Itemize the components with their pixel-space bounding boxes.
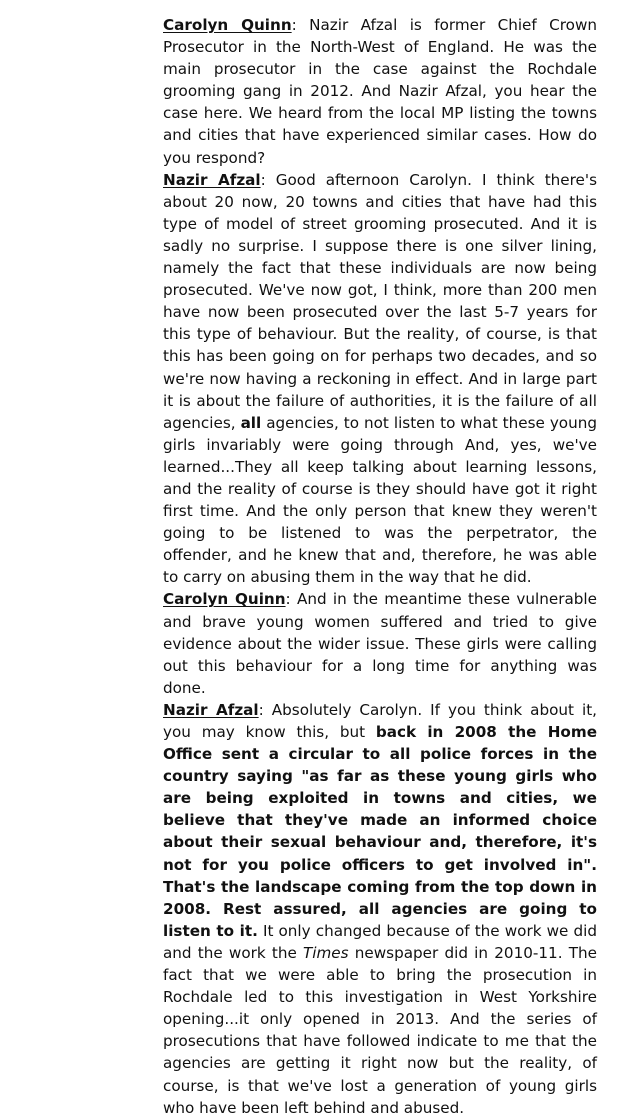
turn-text: agencies, to not listen to what these young girls invariably were going through And, yes, we've learned...They all keep talking about learning lessons, and the reality of course is they should have got it right first time. And the only person that knew they weren't going to be listened to was the perpetrator, the offender, and he knew that and, therefore, he was able to carry on abusing them in the way that he did. — [163, 413, 597, 587]
speaker-name: Carolyn Quinn — [163, 590, 286, 609]
transcript — [163, 14, 597, 1119]
speaker-name: Nazir Afzal — [163, 700, 259, 719]
turn-carolyn-quinn-1 — [163, 14, 597, 169]
speaker-name: Nazir Afzal — [163, 170, 261, 189]
turn-carolyn-quinn-2 — [163, 588, 597, 698]
turn-text: It only changed because of the work we did and the work the — [163, 921, 597, 962]
turn-text: : Nazir Afzal is former Chief Crown Prosecutor in the North-West of England. He was the main prosecutor in the case against the Rochdale grooming gang in 2012. And Nazir Afzal, you hear the case here. We heard from the local MP listing the towns and cities that have experienced similar cases. How do you respond? — [163, 16, 597, 167]
turn-nazir-afzal-1 — [163, 169, 597, 589]
turn-text: : Absolutely Carolyn. If you think about it, you may know this, but — [163, 700, 597, 741]
italic-word: Times — [303, 943, 349, 962]
turn-nazir-afzal-2 — [163, 699, 597, 1119]
turn-text: : Good afternoon Carolyn. I think there's about 20 now, 20 towns and cities that have had this type of model of street grooming prosecuted. And it is sadly no surprise. I suppose there is one silver lining, namely the fact that these individuals are now being prosecuted. We've now got, I think, more than 200 men have now been prosecuted over the last 5-7 years for this type of behaviour. But the reality, of course, is that this has been going on for perhaps two decades, and so we're now having a reckoning in effect. And in large part it is about the failure of authorities, it is the failure of all agencies, — [163, 170, 597, 432]
turn-text: newspaper did in 2010-11. The fact that we were able to bring the prosecution in Rochdale led to this investigation in West Yorkshire opening...it only opened in 2013. And the series of prosecutions that have followed indicate to me that the agencies are getting it right now but the reality, of course, is that we've lost a generation of young girls who have been left behind and abused. — [163, 943, 597, 1117]
speaker-name: Carolyn Quinn — [163, 16, 292, 34]
turn-text: : And in the meantime these vulnerable and brave young women suffered and tried to give evidence about the wider issue. These girls were calling out this behaviour for a long time for anything was done. — [163, 590, 597, 697]
emphasized-word: all — [240, 413, 262, 432]
bold-passage: back in 2008 the Home Office sent a circular to all police forces in the country saying "as far as these young girls who are being exploited in towns and cities, we believe that they've made an informed choice about their sexual behaviour and, therefore, it's not for you police officers to get involved in". That's the landscape coming from the top down in 2008. Rest assured, all agencies are going to listen to it. — [163, 723, 597, 940]
